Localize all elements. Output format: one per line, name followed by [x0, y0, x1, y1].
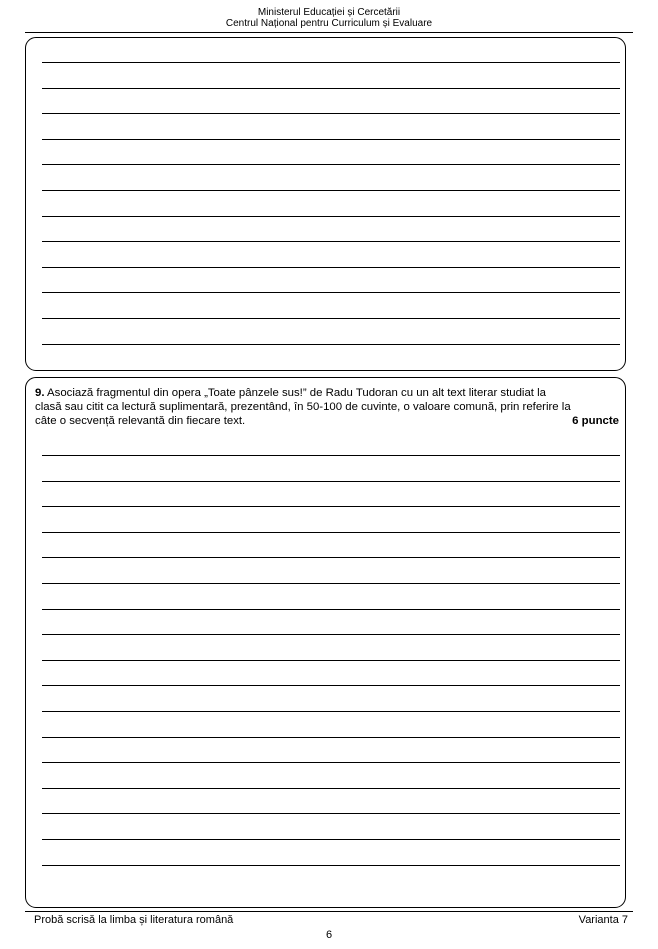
header-center: Centrul Național pentru Curriculum și Evaluare: [225, 18, 433, 29]
footer-variant: Varianta 7: [578, 914, 628, 926]
writing-line: [42, 557, 620, 558]
writing-line: [42, 506, 620, 507]
writing-line: [42, 139, 620, 140]
question-points: 6 puncte: [572, 415, 619, 427]
writing-line: [42, 292, 620, 293]
question-line-3: câte o secvență relevantă din fiecare text. 6 puncte: [35, 415, 619, 427]
writing-line: [42, 685, 620, 686]
writing-line: [42, 737, 620, 738]
writing-line: [42, 788, 620, 789]
writing-line: [42, 481, 620, 482]
footer-exam-title: Probă scrisă la limba și literatura română: [34, 914, 234, 926]
writing-line: [42, 839, 620, 840]
writing-line: [42, 532, 620, 533]
question-9-box: [25, 377, 626, 908]
writing-line: [42, 241, 620, 242]
question-line-1: 9. Asociază fragmentul din opera „Toate pânzele sus!” de Radu Tudoran cu un alt text literar studiat la: [35, 387, 546, 399]
writing-line: [42, 865, 620, 866]
writing-line: [42, 762, 620, 763]
writing-line: [42, 455, 620, 456]
writing-line: [42, 164, 620, 165]
writing-line: [42, 113, 620, 114]
footer-divider: [25, 911, 633, 912]
question-line-2: clasă sau citit ca lectură suplimentară, prezentând, în 50-100 de cuvinte, o valoare comună, prin referire la: [35, 401, 571, 413]
writing-line: [42, 216, 620, 217]
writing-line: [42, 583, 620, 584]
page-header: [0, 7, 658, 29]
question-9-text: [35, 386, 619, 414]
question-number: 9.: [35, 387, 45, 399]
writing-line: [42, 190, 620, 191]
answer-box-previous: [25, 37, 626, 371]
writing-line: [42, 660, 620, 661]
writing-line: [42, 62, 620, 63]
writing-line: [42, 267, 620, 268]
writing-line: [42, 344, 620, 345]
writing-line: [42, 318, 620, 319]
writing-line: [42, 88, 620, 89]
header-ministry: Ministerul Educației și Cercetării: [257, 7, 401, 18]
writing-line: [42, 609, 620, 610]
header-divider: [25, 32, 633, 33]
writing-line: [42, 711, 620, 712]
page-number: 6: [325, 929, 333, 941]
writing-line: [42, 634, 620, 635]
writing-line: [42, 813, 620, 814]
